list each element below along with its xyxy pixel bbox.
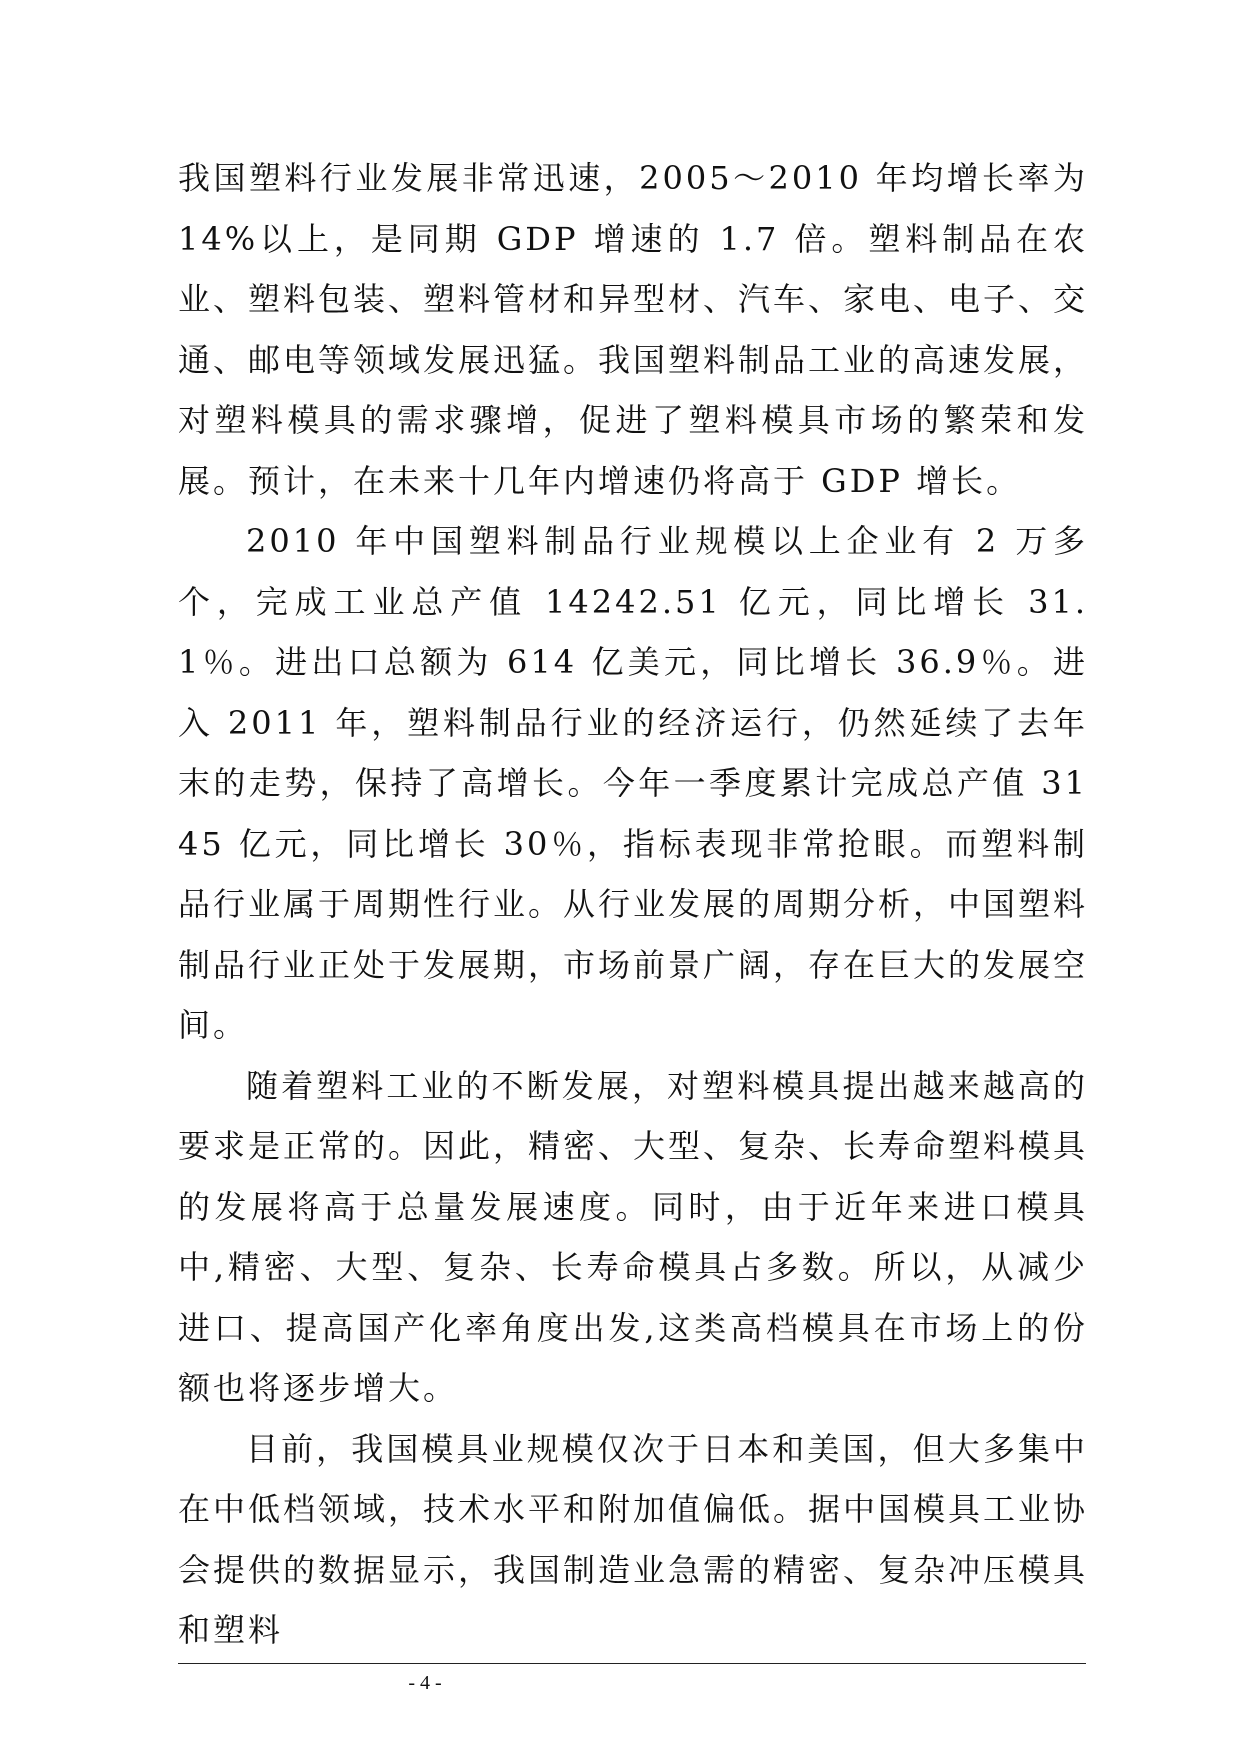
paragraph-4: 目前，我国模具业规模仅次于日本和美国，但大多集中在中低档领域，技术水平和附加值偏低。据中国模具工业协会提供的数据显示，我国制造业急需的精密、复杂冲压模具和塑料 — [178, 1429, 1089, 1649]
footer-divider — [178, 1663, 1086, 1664]
paragraph-3: 随着塑料工业的不断发展，对塑料模具提出越来越高的要求是正常的。因此，精密、大型、复杂、长寿命塑料模具的发展将高于总量发展速度。同时，由于近年来进口模具中,精密、大型、复杂、长寿命模具占多数。所以，从减少进口、提高国产化率角度出发,这类高档模具在市场上的份额也将逐步增大。 — [178, 1066, 1089, 1407]
body-text — [178, 148, 1088, 1661]
paragraph-2: 2010 年中国塑料制品行业规模以上企业有 2 万多个，完成工业总产值 14242.51 亿元，同比增长 31.1％。进出口总额为 614 亿美元，同比增长 36.9％。进入 2011 年，塑料制品行业的经济运行，仍然延续了去年末的走势，保持了高增长。今年一季度累计完成总产值 3145 亿元，同比增长 30％，指标表现非常抢眼。而塑料制品行业属于周期性行业。从行业发展的周期分析，中国塑料制品行业正处于发展期，市场前景广阔，存在巨大的发展空间。 — [178, 522, 1089, 1044]
paragraph-1: 我国塑料行业发展非常迅速，2005～2010 年均增长率为 14%以上，是同期 GDP 增速的 1.7 倍。塑料制品在农业、塑料包装、塑料管材和异型材、汽车、家电、电子、交通、邮电等领域发展迅猛。我国塑料制品工业的高速发展，对塑料模具的需求骤增，促进了塑料模具市场的繁荣和发展。预计，在未来十几年内增速仍将高于 GDP 增长。 — [178, 159, 1089, 500]
page-number: - 4 - — [408, 1672, 442, 1694]
